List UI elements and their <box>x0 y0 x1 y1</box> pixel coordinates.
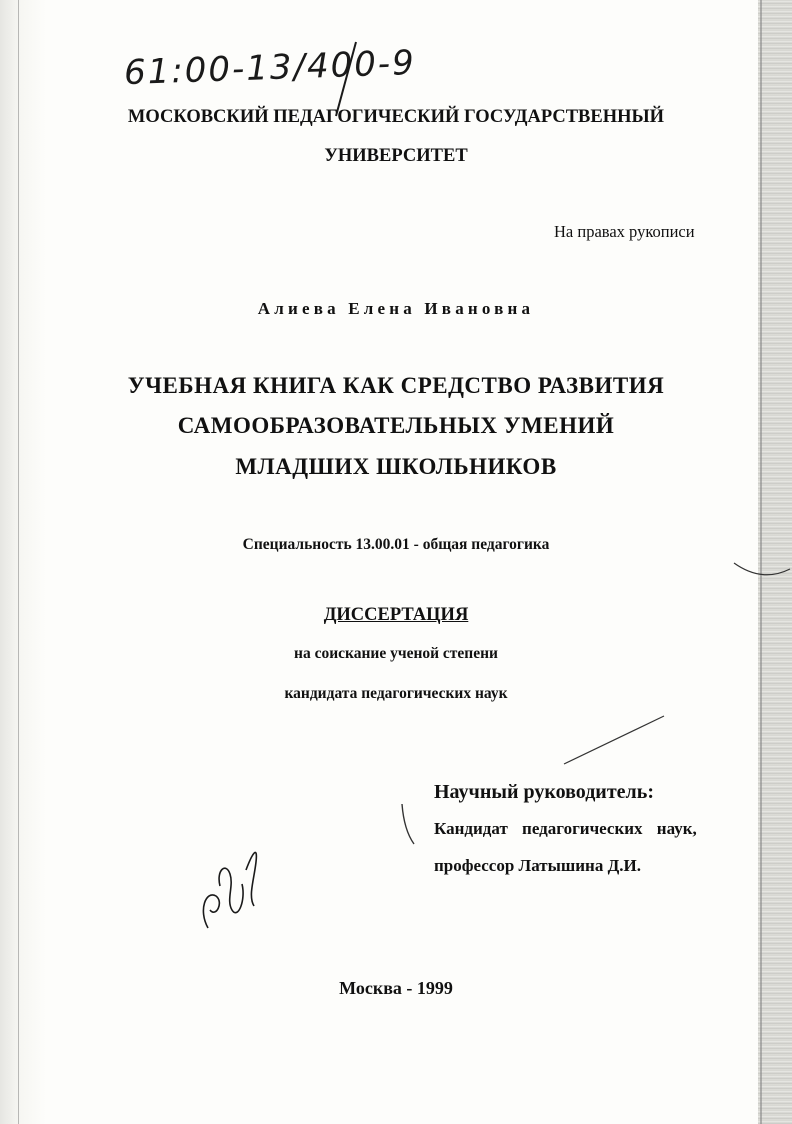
supervisor-heading: Научный руководитель: <box>434 781 654 803</box>
scan-edge-right-line <box>760 0 762 1124</box>
supervisor-name: профессор Латышина Д.И. <box>434 856 642 875</box>
degree-line2: кандидата педагогических наук <box>284 685 508 702</box>
title-line3: МЛАДШИХ ШКОЛЬНИКОВ <box>235 454 557 479</box>
degree-line1: на соискание ученой степени <box>294 645 498 662</box>
pen-stroke-diagonal <box>560 710 670 770</box>
pen-stroke-bracket <box>398 800 418 850</box>
title-line2: САМООБРАЗОВАТЕЛЬНЫХ УМЕНИЙ <box>177 413 615 438</box>
scan-edge-left-line <box>18 0 19 1124</box>
handwritten-catalog-number: 61:00-13/400-9 <box>123 42 417 94</box>
scan-edge-left <box>0 0 46 1124</box>
supervisor-degree: Кандидат педагогических наук, <box>434 819 697 838</box>
title-line1: УЧЕБНАЯ КНИГА КАК СРЕДСТВО РАЗВИТИЯ <box>127 373 665 398</box>
city-year: Москва - 1999 <box>339 978 453 998</box>
university-name-line1: МОСКОВСКИЙ ПЕДАГОГИЧЕСКИЙ ГОСУДАРСТВЕННЫЙ <box>127 107 665 127</box>
specialty: Специальность 13.00.01 - общая педагогика <box>242 536 550 553</box>
author-name: Алиева Елена Ивановна <box>257 299 535 318</box>
document-type: ДИССЕРТАЦИЯ <box>323 605 469 625</box>
scan-edge-right <box>758 0 792 1124</box>
handwritten-signature <box>196 840 266 935</box>
university-name-line2: УНИВЕРСИТЕТ <box>324 146 468 166</box>
rights-note: На правах рукописи <box>554 222 695 241</box>
